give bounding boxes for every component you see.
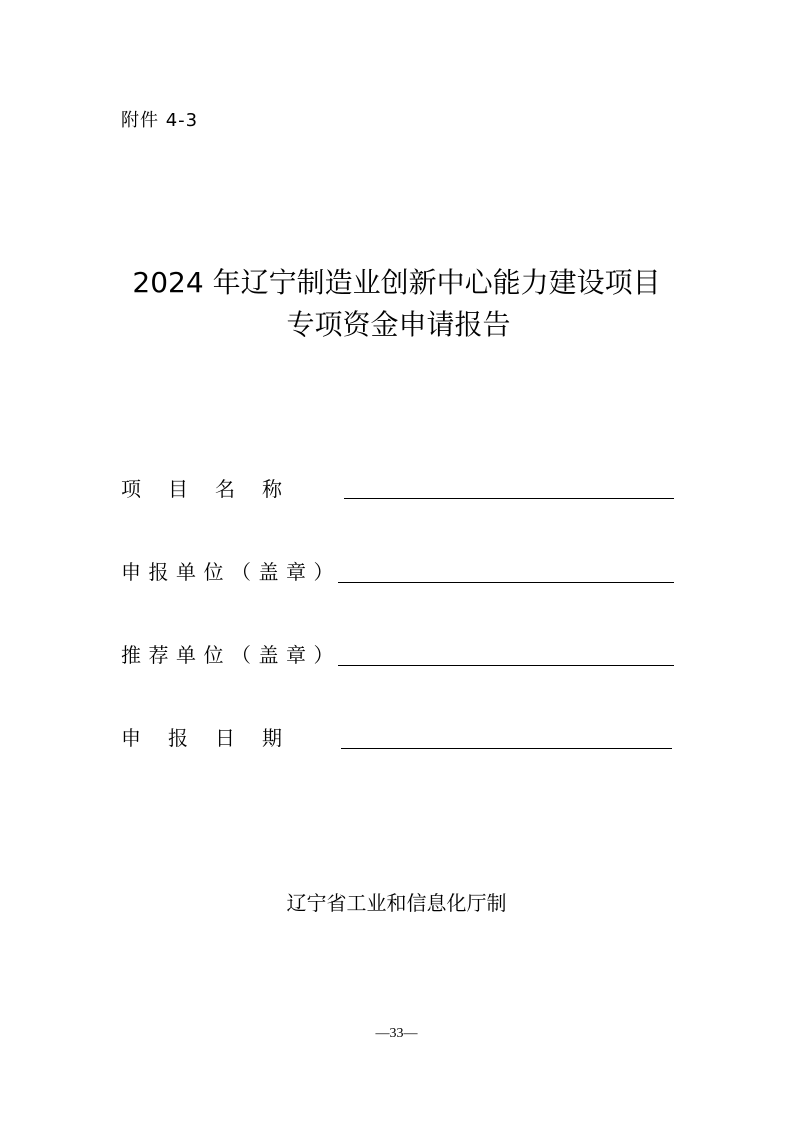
project-name-field[interactable] (344, 498, 674, 499)
recommending-unit-label: 推荐单位（盖章） (121, 643, 341, 667)
applicant-unit-field[interactable] (338, 582, 674, 583)
report-title-line-1: 2024 年辽宁制造业创新中心能力建设项目 (132, 266, 661, 299)
attachment-label: 附件 4-3 (121, 110, 199, 131)
issuer-text: 辽宁省工业和信息化厅制 (286, 891, 507, 915)
recommending-unit-field[interactable] (338, 665, 674, 666)
application-date-field[interactable] (341, 748, 672, 749)
applicant-unit-label: 申报单位（盖章） (121, 560, 341, 584)
page-number: —33— (375, 1026, 418, 1041)
application-date-label: 申报日期 (121, 726, 309, 750)
report-title-line-2: 专项资金申请报告 (286, 308, 511, 341)
project-name-label: 项目名称 (121, 477, 309, 501)
